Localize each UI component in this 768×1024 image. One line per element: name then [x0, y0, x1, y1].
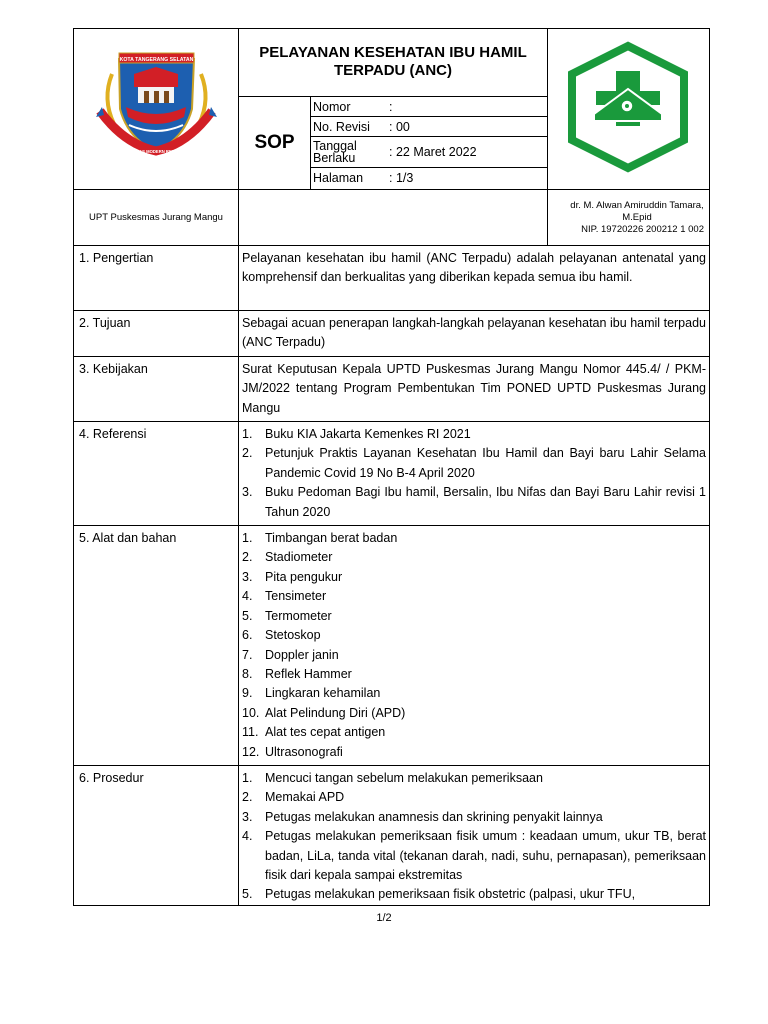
puskesmas-logo — [548, 29, 708, 184]
list-item-text: Reflek Hammer — [265, 666, 352, 681]
list-item-text: Ultrasonografi — [265, 744, 343, 759]
list-item-text: Tensimeter — [265, 589, 327, 604]
list-item-text: Petunjuk Praktis Layanan Kesehatan Ibu Hamil dan Bayi baru Lahir Selama Pandemic Covid 19 No B-4 April 2020 — [265, 446, 706, 480]
page-number: 1/2 — [376, 912, 392, 924]
section-row — [74, 422, 710, 526]
section-list-cell — [239, 526, 710, 766]
list-item-text: Petugas melakukan pemeriksaan fisik obstetric (palpasi, ukur TFU, — [265, 887, 636, 902]
list-item — [242, 723, 706, 742]
section-text: Sebagai acuan penerapan langkah-langkah pelayanan kesehatan ibu hamil terpadu (ANC Terpadu) — [239, 311, 710, 357]
list-item-number: 4. — [242, 589, 253, 604]
list-item — [242, 827, 706, 885]
meta-row-tanggal — [311, 137, 547, 168]
puskesmas-logo-cell — [548, 29, 710, 190]
list-item-number: 5. — [242, 608, 253, 623]
organization-name: UPT Puskesmas Jurang Mangu — [89, 211, 223, 223]
logo-top-text: KOTA TANGERANG SELATAN — [119, 57, 194, 63]
document-title-cell — [239, 29, 548, 97]
section-list-cell — [239, 765, 710, 905]
meta-row-nomor — [311, 97, 547, 117]
list-item-text: Mencuci tangan sebelum melakukan pemeriksaan — [265, 770, 543, 785]
section-row — [74, 526, 710, 766]
list-item — [242, 885, 706, 904]
signer-nip: NIP. 19720226 200212 1 002 — [581, 223, 704, 235]
list-item-number: 3. — [242, 569, 253, 584]
tangerang-selatan-logo — [74, 29, 237, 184]
list-item-number: 2. — [242, 446, 253, 461]
list-item-number: 3. — [242, 809, 253, 824]
signer-cell — [548, 190, 710, 246]
list-item-number: 4. — [242, 829, 253, 844]
list-item — [242, 743, 706, 762]
section-label: 6. Prosedur — [74, 765, 239, 905]
meta-value: : 1/3 — [389, 170, 414, 185]
list-item — [242, 808, 706, 827]
list-item-text: Stadiometer — [265, 550, 333, 565]
section-row — [74, 246, 710, 311]
list-item — [242, 607, 706, 626]
list-item-number: 1. — [242, 427, 253, 442]
list-item-number: 10. — [242, 705, 260, 720]
list-item-number: 12. — [242, 744, 260, 759]
meta-value: : — [387, 97, 547, 117]
meta-key: Halaman — [313, 170, 364, 185]
list-item-number: 1. — [242, 531, 253, 546]
reference-list — [242, 425, 706, 522]
sop-content-table — [73, 245, 710, 906]
list-item-number: 5. — [242, 887, 253, 902]
list-item-text: Alat Pelindung Diri (APD) — [265, 705, 406, 720]
section-list-cell — [239, 422, 710, 526]
list-item-text: Timbangan berat badan — [265, 531, 398, 546]
list-item — [242, 665, 706, 684]
list-item-number: 9. — [242, 686, 253, 701]
list-item-number: 2. — [242, 550, 253, 565]
list-item-text: Termometer — [265, 608, 332, 623]
list-item-text: Buku Pedoman Bagi Ibu hamil, Bersalin, Ibu Nifas dan Bayi Baru Lahir revisi 1 Tahun 2020 — [265, 485, 706, 519]
list-item — [242, 646, 706, 665]
list-item — [242, 626, 706, 645]
section-text: Pelayanan kesehatan ibu hamil (ANC Terpadu) adalah pelayanan antenatal yang komprehensif dan berkualitas yang diberikan kepada semua ibu hamil. — [239, 246, 710, 311]
meta-key: Tanggal Berlaku — [311, 137, 387, 168]
list-item-text: Petugas melakukan anamnesis dan skrining penyakit lainnya — [265, 809, 603, 824]
signer-name: dr. M. Alwan Amiruddin Tamara, M.Epid — [570, 199, 704, 223]
section-label: 3. Kebijakan — [74, 356, 239, 421]
meta-row-halaman — [311, 168, 547, 188]
list-item-number: 2. — [242, 790, 253, 805]
section-row — [74, 765, 710, 905]
list-item-text: Pita pengukur — [265, 569, 343, 584]
empty-cell — [239, 190, 548, 246]
list-item — [242, 548, 706, 567]
sop-label: SOP — [239, 97, 311, 190]
organization-cell — [74, 190, 239, 246]
list-item-text: Memakai APD — [265, 790, 345, 805]
list-item-text: Stetoskop — [265, 628, 321, 643]
list-item-text: Doppler janin — [265, 647, 339, 662]
list-item — [242, 483, 706, 522]
section-label: 4. Referensi — [74, 422, 239, 526]
list-item-number: 7. — [242, 647, 253, 662]
meta-value: : 00 — [387, 117, 547, 137]
meta-row-revisi — [311, 117, 547, 137]
list-item — [242, 425, 706, 444]
section-row — [74, 356, 710, 421]
list-item-text: Lingkaran kehamilan — [265, 686, 381, 701]
regional-logo-cell — [74, 29, 239, 190]
meta-value: : 22 Maret 2022 — [387, 137, 547, 168]
procedure-list — [242, 769, 706, 905]
list-item — [242, 788, 706, 807]
section-text: Surat Keputusan Kepala UPTD Puskesmas Jurang Mangu Nomor 445.4/ / PKM-JM/2022 tentang Program Pembentukan Tim PONED UPTD Puskesmas Jurang Mangu — [239, 356, 710, 421]
list-item-text: Alat tes cepat antigen — [265, 725, 386, 740]
list-item — [242, 587, 706, 606]
list-item — [242, 529, 706, 548]
list-item-text: Petugas melakukan pemeriksaan fisik umum : keadaan umum, ukur TB, berat badan, LiLa, tanda vital (tekanan darah, nadi, suhu, pernapasan), pemeriksaan fisik dari kepala sampai ekstremitas — [265, 829, 706, 882]
logo-bottom-text: CERDAS MODERN RELIGIUS — [127, 149, 186, 154]
list-item-number: 6. — [242, 628, 253, 643]
sop-document — [73, 28, 709, 906]
list-item — [242, 568, 706, 587]
section-row — [74, 311, 710, 357]
list-item-number: 11. — [242, 725, 259, 740]
list-item-text: Buku KIA Jakarta Kemenkes RI 2021 — [265, 427, 471, 442]
section-label: 1. Pengertian — [74, 246, 239, 311]
list-item-number: 1. — [242, 770, 253, 785]
sop-meta-cell — [311, 97, 548, 190]
list-item-number: 8. — [242, 666, 253, 681]
meta-key: No. Revisi — [311, 117, 387, 137]
sop-header-table — [73, 28, 710, 246]
equipment-list — [242, 529, 706, 762]
section-label: 5. Alat dan bahan — [74, 526, 239, 766]
list-item — [242, 704, 706, 723]
list-item — [242, 769, 706, 788]
meta-key: Nomor — [311, 97, 387, 117]
list-item — [242, 684, 706, 703]
list-item-number: 3. — [242, 485, 253, 500]
document-title: PELAYANAN KESEHATAN IBU HAMIL TERPADU (ANC) — [259, 44, 527, 79]
list-item — [242, 444, 706, 483]
section-label: 2. Tujuan — [74, 311, 239, 357]
sop-meta-table — [311, 97, 547, 187]
